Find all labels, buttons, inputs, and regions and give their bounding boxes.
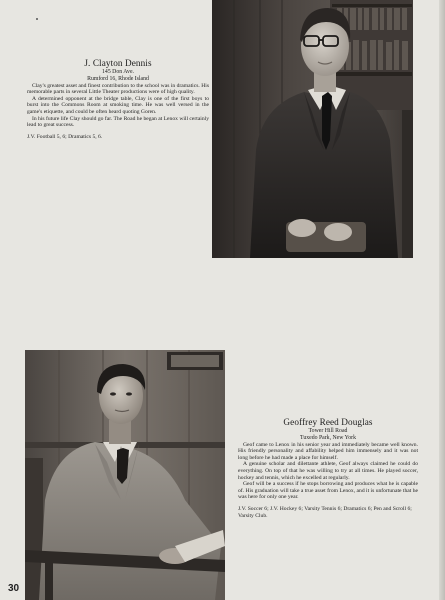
portrait-photo-dennis	[212, 0, 413, 258]
activities-list: J.V. Soccer 6; J.V. Hockey 6; Varsity Tennis 6; Dramatics 6; Pen and Scroll 6; Varsity Club.	[238, 505, 412, 519]
address-city: Rumford 16, Rhode Island	[87, 75, 149, 82]
portrait-image	[212, 0, 413, 258]
bio-paragraph: In his future life Clay should go far. The Road he began at Lenox will certainly lead to great success.	[27, 115, 209, 129]
address-street: 145 Don Ave.	[102, 69, 134, 75]
page-number: 30	[8, 583, 20, 594]
student-name: Geoffrey Reed Douglas	[283, 417, 373, 427]
bio-paragraph: A genuine scholar and dilettante athlete, Geof always claimed he could do everything. On top of that he was willing to try at all times. He played soccer, hockey and tennis, which he excelled at regularly.	[238, 461, 418, 481]
portrait-image	[25, 350, 225, 600]
student-bio-dennis	[27, 58, 209, 140]
bio-paragraph: Clay's greatest asset and finest contribution to the school was in dramatics. His memorable parts in several Little Theater productions were of high quality.	[27, 82, 209, 96]
printing-speck	[36, 18, 38, 20]
address-city: Tuxedo Park, New York	[300, 434, 356, 441]
activities-list: J.V. Football 5, 6; Dramatics 5, 6.	[27, 133, 103, 140]
bio-paragraph: A determined opponent at the bridge table, Clay is one of the first boys to burst into the Commons Room at smoking time. He was well versed in the game's etiquette, and could be often heard quoting Goren.	[27, 95, 209, 115]
bio-paragraph: Geof will be a success if he stops borrowing and produces what he is capable of. His graduation will take a true asset from Lenox, and it is unfortunate that he was here for only one year.	[238, 481, 418, 501]
address-street: Tower Hill Road	[308, 428, 348, 434]
student-bio-douglas	[238, 417, 418, 519]
portrait-photo-douglas	[25, 350, 225, 600]
page-edge	[439, 0, 445, 600]
bio-paragraph: Geof came to Lenox in his senior year and immediately became well known. His friendly personality and affability helped him immensely and it was not long before he had made a place for himself.	[238, 441, 418, 461]
student-name: J. Clayton Dennis	[84, 58, 152, 68]
